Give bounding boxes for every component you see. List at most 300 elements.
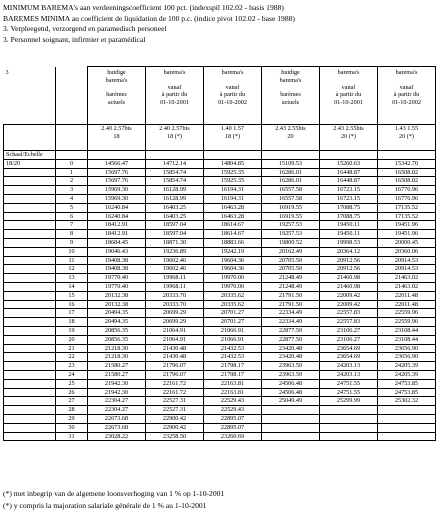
salary-value: 19970.00 — [204, 274, 262, 283]
empty-cell — [204, 151, 262, 160]
salary-value: 23654.69 — [320, 353, 378, 362]
header-line-3: 3. Verpleegend, verzorgend en paramedisch personeel — [3, 24, 167, 34]
empty-cell — [4, 168, 56, 177]
salary-value: 21463.02 — [378, 274, 436, 283]
salary-value: 21463.02 — [378, 282, 436, 291]
salary-value: 21798.17 — [204, 362, 262, 371]
salary-value: 20132.38 — [88, 291, 146, 300]
salary-value: 23963.50 — [262, 370, 320, 379]
table-row — [4, 212, 436, 221]
salary-value: 15925.35 — [204, 168, 262, 177]
step-number: 25 — [56, 379, 88, 388]
salary-value: 15854.74 — [146, 168, 204, 177]
salary-value: 15969.30 — [88, 186, 146, 195]
salary-value: 20701.27 — [204, 309, 262, 318]
empty-cell — [4, 282, 56, 291]
column-header-line: barema's — [221, 69, 244, 76]
salary-value: 16557.58 — [262, 194, 320, 203]
salary-value: 16403.25 — [146, 212, 204, 221]
table-row — [4, 221, 436, 230]
salary-value: 23420.48 — [262, 344, 320, 353]
salary-value: 18614.67 — [204, 230, 262, 239]
salary-value: 21796.07 — [146, 370, 204, 379]
salary-value: 21791.50 — [262, 300, 320, 309]
salary-value: 22304.27 — [88, 406, 146, 415]
salary-value: 21248.49 — [262, 274, 320, 283]
salary-value: 25049.49 — [262, 397, 320, 406]
empty-cell — [320, 151, 378, 160]
empty-cell — [4, 203, 56, 212]
table-row — [4, 370, 436, 379]
salary-value: 15342.70 — [378, 159, 436, 168]
column-header-line — [88, 84, 145, 91]
salary-value: 18412.91 — [88, 221, 146, 230]
salary-value: 23028.22 — [88, 432, 146, 441]
salary-value: 16508.02 — [378, 168, 436, 177]
empty-cell — [4, 370, 56, 379]
salary-value: 16776.96 — [378, 186, 436, 195]
empty-cell — [378, 151, 436, 160]
step-number: 27 — [56, 397, 88, 406]
table-corner-label: 3 — [4, 67, 56, 125]
step-number: 8 — [56, 230, 88, 239]
salary-value: 16919.55 — [262, 212, 320, 221]
salary-value: 18597.04 — [146, 230, 204, 239]
step-number: 11 — [56, 256, 88, 265]
step-number: 31 — [56, 432, 88, 441]
salary-value: 22559.96 — [378, 309, 436, 318]
salary-value: 15109.53 — [262, 159, 320, 168]
step-number: 10 — [56, 247, 88, 256]
column-code-line: 2.40 2.57bis — [101, 125, 132, 132]
salary-value: 22527.31 — [146, 406, 204, 415]
salary-value: 20364.12 — [320, 247, 378, 256]
table-row — [4, 309, 436, 318]
salary-value: 20912.56 — [320, 256, 378, 265]
salary-value: 22011.48 — [378, 291, 436, 300]
empty-cell — [4, 335, 56, 344]
column-header-line: vanaf — [399, 83, 414, 91]
column-header-line: vanaf — [341, 83, 356, 91]
table-row — [4, 256, 436, 265]
salary-value: 15854.74 — [146, 177, 204, 186]
salary-value: 20494.35 — [88, 318, 146, 327]
salary-value: 22895.07 — [204, 423, 262, 432]
salary-value: 20335.62 — [204, 300, 262, 309]
salary-value: 21430.48 — [146, 344, 204, 353]
salary-value: 21064.91 — [146, 326, 204, 335]
salary-value: 15697.76 — [88, 168, 146, 177]
salary-value: 16286.01 — [262, 177, 320, 186]
salary-value: 25299.99 — [320, 397, 378, 406]
table-row — [4, 326, 436, 335]
step-number: 3 — [56, 186, 88, 195]
salary-value: 21432.53 — [204, 353, 262, 362]
empty-cell — [4, 256, 56, 265]
salary-value: 21580.27 — [88, 362, 146, 371]
salary-value: 19970.00 — [204, 282, 262, 291]
salary-value: 20132.38 — [88, 300, 146, 309]
salary-value: 21796.07 — [146, 362, 204, 371]
salary-value: 22673.68 — [88, 414, 146, 423]
empty-cell — [4, 379, 56, 388]
table-row — [4, 406, 436, 415]
salary-value: 20000.45 — [378, 238, 436, 247]
empty-cell — [4, 212, 56, 221]
salary-value: 20856.35 — [88, 326, 146, 335]
salary-value — [262, 432, 320, 441]
step-number: 26 — [56, 388, 88, 397]
step-number: 9 — [56, 238, 88, 247]
salary-value: 24751.55 — [320, 388, 378, 397]
empty-cell — [4, 186, 56, 195]
column-header-line: 01-10-2001 — [160, 98, 189, 106]
salary-value: 23654.69 — [320, 344, 378, 353]
step-number: 7 — [56, 221, 88, 230]
salary-value: 19450.11 — [320, 221, 378, 230]
empty-cell — [4, 230, 56, 239]
column-code-line: 2.43 2.55bis — [333, 125, 364, 132]
column-header-line — [378, 77, 435, 84]
empty-cell — [4, 423, 56, 432]
scale-code: 18/20 — [4, 159, 56, 168]
salary-value: 22529.43 — [204, 406, 262, 415]
empty-cell — [4, 406, 56, 415]
salary-value: 19257.53 — [262, 230, 320, 239]
column-header-line: barema's — [279, 76, 302, 84]
table-row — [4, 186, 436, 195]
salary-value: 16128.99 — [146, 194, 204, 203]
column-code-line: 20 (*) — [399, 132, 414, 140]
empty-cell — [56, 151, 88, 160]
salary-value: 24506.48 — [262, 379, 320, 388]
step-number: 22 — [56, 353, 88, 362]
salary-value: 21218.30 — [88, 344, 146, 353]
step-number: 1 — [56, 168, 88, 177]
salary-value: 22161.72 — [146, 388, 204, 397]
column-header — [378, 67, 436, 125]
column-code-line: 18 (*) — [167, 132, 182, 140]
salary-value: 22304.27 — [88, 397, 146, 406]
empty-cell — [4, 397, 56, 406]
salary-value: 22163.81 — [204, 388, 262, 397]
salary-value: 19046.43 — [88, 247, 146, 256]
salary-value: 23106.27 — [320, 335, 378, 344]
scale-label: Schaal/Echelle — [4, 151, 56, 160]
column-header — [320, 67, 378, 125]
salary-value: 19408.38 — [88, 265, 146, 274]
salary-value: 15697.76 — [88, 177, 146, 186]
salary-value: 20701.27 — [204, 318, 262, 327]
salary-value — [378, 414, 436, 423]
salary-value: 23108.44 — [378, 326, 436, 335]
empty-cell — [4, 353, 56, 362]
salary-value: 16448.87 — [320, 177, 378, 186]
column-header-line: barema's — [395, 69, 418, 76]
salary-value: 22334.49 — [262, 309, 320, 318]
salary-value: 14712.14 — [146, 159, 204, 168]
salary-value: 22877.50 — [262, 335, 320, 344]
salary-value: 22900.42 — [146, 414, 204, 423]
empty-cell — [4, 221, 56, 230]
header-blank-cell — [56, 125, 88, 151]
salary-value: 19236.89 — [146, 247, 204, 256]
salary-value: 21460.98 — [320, 274, 378, 283]
table-row — [4, 344, 436, 353]
salary-value: 24203.13 — [320, 362, 378, 371]
salary-value: 15925.35 — [204, 177, 262, 186]
salary-value: 20494.35 — [88, 309, 146, 318]
salary-value: 24506.48 — [262, 388, 320, 397]
table-row — [4, 353, 436, 362]
column-code — [88, 125, 146, 151]
salary-value: 16286.01 — [262, 168, 320, 177]
salary-value: 20699.29 — [146, 309, 204, 318]
salary-value: 16194.31 — [204, 194, 262, 203]
header-line-4: 3. Personnel soignant, infirmier et paramédical — [3, 34, 146, 44]
column-header-line: barema's — [337, 69, 360, 76]
salary-value: 19257.53 — [262, 221, 320, 230]
salary-value — [320, 423, 378, 432]
column-header-line: vanaf — [225, 83, 240, 91]
step-number: 29 — [56, 414, 88, 423]
header-blank-cell — [4, 125, 56, 151]
salary-value: 17135.52 — [378, 212, 436, 221]
table-row — [4, 423, 436, 432]
salary-value: 22559.96 — [378, 318, 436, 327]
salary-value: 15260.63 — [320, 159, 378, 168]
column-header-line — [204, 77, 261, 84]
empty-cell — [262, 151, 320, 160]
salary-value: 20360.06 — [378, 247, 436, 256]
table-row — [4, 203, 436, 212]
salary-value: 22161.72 — [146, 379, 204, 388]
table-row — [4, 300, 436, 309]
salary-value: 16557.58 — [262, 186, 320, 195]
column-header-line: 01-10-2001 — [334, 98, 363, 106]
salary-value: 18614.67 — [204, 221, 262, 230]
salary-value: 17088.75 — [320, 203, 378, 212]
salary-value: 22900.42 — [146, 423, 204, 432]
salary-value — [320, 414, 378, 423]
footnote-french: (*) y compris la majoration salariale générale de 1 % au 1-10-2001 — [3, 501, 207, 510]
salary-value: 22557.83 — [320, 318, 378, 327]
salary-value: 16723.15 — [320, 194, 378, 203]
empty-cell — [88, 151, 146, 160]
empty-cell — [4, 318, 56, 327]
step-number: 14 — [56, 282, 88, 291]
column-header — [204, 67, 262, 125]
salary-value: 18597.04 — [146, 221, 204, 230]
table-corner-spacer — [56, 67, 88, 125]
salary-value: 20856.35 — [88, 335, 146, 344]
salary-value: 21942.30 — [88, 388, 146, 397]
table-row — [4, 318, 436, 327]
table-row — [4, 362, 436, 371]
table-row — [4, 168, 436, 177]
salary-value: 20912.56 — [320, 265, 378, 274]
step-number: 30 — [56, 423, 88, 432]
salary-value: 20162.49 — [262, 247, 320, 256]
table-row — [4, 432, 436, 441]
column-header-line: barèmes — [106, 91, 127, 99]
table-row — [4, 282, 436, 291]
table-row — [4, 388, 436, 397]
table-row — [4, 414, 436, 423]
salary-value: 16723.15 — [320, 186, 378, 195]
salary-value — [320, 432, 378, 441]
salary-value — [378, 406, 436, 415]
salary-value: 16448.87 — [320, 168, 378, 177]
salary-value: 15969.30 — [88, 194, 146, 203]
column-code-line: 20 (*) — [341, 132, 356, 140]
table-row — [4, 265, 436, 274]
salary-value: 24203.13 — [320, 370, 378, 379]
salary-value: 20914.53 — [378, 256, 436, 265]
empty-cell — [4, 194, 56, 203]
empty-cell — [146, 151, 204, 160]
salary-value: 21791.50 — [262, 291, 320, 300]
salary-value: 22673.68 — [88, 423, 146, 432]
salary-value: 23656.90 — [378, 353, 436, 362]
salary-value: 22163.81 — [204, 379, 262, 388]
empty-cell — [4, 388, 56, 397]
salary-value: 21064.91 — [146, 335, 204, 344]
salary-value: 19968.11 — [146, 282, 204, 291]
table-row — [4, 335, 436, 344]
column-header — [146, 67, 204, 125]
empty-cell — [4, 326, 56, 335]
salary-value — [320, 406, 378, 415]
salary-value: 19800.52 — [262, 238, 320, 247]
salary-value: 22529.43 — [204, 397, 262, 406]
empty-cell — [4, 177, 56, 186]
column-code — [262, 125, 320, 151]
table-row — [4, 159, 436, 168]
empty-cell — [4, 414, 56, 423]
salary-value: 21460.98 — [320, 282, 378, 291]
step-number: 15 — [56, 291, 88, 300]
table-row — [4, 247, 436, 256]
salary-value: 18684.45 — [88, 238, 146, 247]
salary-value: 19602.46 — [146, 256, 204, 265]
salary-value: 22009.42 — [320, 300, 378, 309]
salary-value: 19602.46 — [146, 265, 204, 274]
column-header-line: barema's — [163, 69, 186, 76]
salary-value: 21066.91 — [204, 326, 262, 335]
salary-value: 21430.48 — [146, 353, 204, 362]
footnote-dutch: (*) met inbegrip van de algemene loonsverhoging van 1 % op 1-10-2001 — [3, 489, 225, 498]
column-header-line: 01-10-2002 — [392, 98, 421, 106]
column-header-line — [262, 84, 319, 91]
salary-value: 19451.96 — [378, 221, 436, 230]
salary-value: 17135.52 — [378, 203, 436, 212]
column-code-line: 2.43 2.55bis — [275, 125, 306, 132]
step-number: 13 — [56, 274, 88, 283]
column-code-line: 1.43 1.55 — [394, 125, 419, 132]
empty-cell — [4, 309, 56, 318]
salary-value: 23106.27 — [320, 326, 378, 335]
step-number: 5 — [56, 203, 88, 212]
salary-value: 21218.30 — [88, 353, 146, 362]
salary-value: 22895.07 — [204, 414, 262, 423]
empty-cell — [4, 291, 56, 300]
salary-value: 19604.36 — [204, 265, 262, 274]
step-number: 4 — [56, 194, 88, 203]
column-header-line: actuels — [107, 98, 126, 106]
salary-value: 24205.39 — [378, 362, 436, 371]
empty-cell — [4, 362, 56, 371]
salary-value: 20333.70 — [146, 291, 204, 300]
header-line-2: BAREMES MINIMA au coefficient de liquidation de 100 p.c. (indice pivot 102.02 - base 1988) — [3, 13, 295, 23]
salary-value: 19604.36 — [204, 256, 262, 265]
salary-value: 24753.85 — [378, 379, 436, 388]
salary-value: 23258.50 — [146, 432, 204, 441]
column-header-line: barema's — [105, 76, 128, 84]
step-number: 24 — [56, 370, 88, 379]
salary-value: 18883.66 — [204, 238, 262, 247]
salary-value: 18412.91 — [88, 230, 146, 239]
salary-value: 16403.25 — [146, 203, 204, 212]
salary-value: 16463.28 — [204, 212, 262, 221]
salary-value: 25302.32 — [378, 397, 436, 406]
step-number: 28 — [56, 406, 88, 415]
salary-value: 19998.53 — [320, 238, 378, 247]
salary-value: 20705.50 — [262, 265, 320, 274]
salary-value: 19450.11 — [320, 230, 378, 239]
salary-value: 21432.53 — [204, 344, 262, 353]
table-row — [4, 291, 436, 300]
salary-value: 16776.96 — [378, 194, 436, 203]
salary-value: 20914.53 — [378, 265, 436, 274]
salary-value: 16508.02 — [378, 177, 436, 186]
table-row — [4, 274, 436, 283]
column-header-line — [320, 77, 377, 84]
salary-value: 24751.55 — [320, 379, 378, 388]
salary-value: 14566.47 — [88, 159, 146, 168]
table-row — [4, 397, 436, 406]
salary-value: 19968.11 — [146, 274, 204, 283]
salary-value: 16919.55 — [262, 203, 320, 212]
column-header-line: barèmes — [280, 91, 301, 99]
salary-value: 22334.49 — [262, 318, 320, 327]
column-header-line: huidige — [281, 69, 300, 76]
salary-value: 18871.30 — [146, 238, 204, 247]
column-header-line — [146, 77, 203, 84]
salary-value: 24753.85 — [378, 388, 436, 397]
table-row — [4, 238, 436, 247]
step-number: 21 — [56, 344, 88, 353]
document-footer — [3, 488, 224, 512]
table-row — [4, 177, 436, 186]
salary-value: 22877.50 — [262, 326, 320, 335]
salary-value: 20335.62 — [204, 291, 262, 300]
salary-value: 16128.99 — [146, 186, 204, 195]
salary-value: 23656.90 — [378, 344, 436, 353]
empty-cell — [4, 274, 56, 283]
column-header-line: à partir du — [161, 91, 188, 99]
column-header-line: à partir du — [219, 91, 246, 99]
salary-value: 20705.50 — [262, 256, 320, 265]
table-row — [4, 194, 436, 203]
table-row — [4, 230, 436, 239]
salary-value: 19242.19 — [204, 247, 262, 256]
column-header-line: actuels — [281, 98, 300, 106]
salary-scale-table — [3, 66, 436, 441]
column-header — [88, 67, 146, 125]
salary-value: 14804.85 — [204, 159, 262, 168]
salary-value: 19770.40 — [88, 274, 146, 283]
